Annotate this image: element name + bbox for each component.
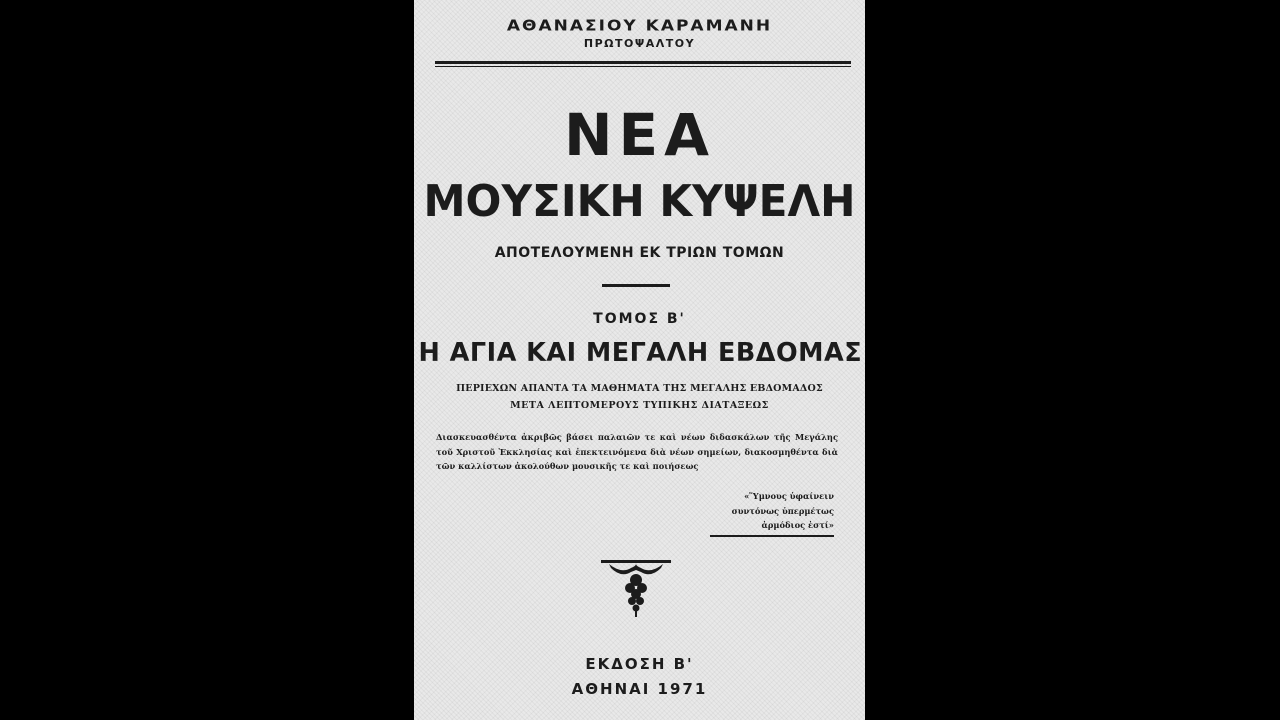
header-rule	[435, 61, 851, 64]
author-name: ΑΘΑΝΑΣΙΟΥ ΚΑΡΑΜΑΝΗ	[506, 17, 773, 35]
volume-label: ΤΟΜΟΣ Β'	[593, 311, 686, 327]
volume-subtitle-2: ΜΕΤΑ ΛΕΠΤΟΜΕΡΟΥΣ ΤΥΠΙΚΗΣ ΔΙΑΤΑΞΕΩΣ	[510, 400, 769, 411]
book-cover-page	[414, 0, 865, 720]
epigraph-quote: «Ὕμνους ὑφαίνειν συντόνως ὑπερμέτως ἀρμόδιος ἐστί»	[731, 491, 834, 530]
epigraph-rule	[710, 535, 834, 537]
volume-title: Η ΑΓΙΑ ΚΑΙ ΜΕΓΑΛΗ ΕΒΔΟΜΑΣ	[418, 338, 863, 368]
place-year: ΑΘΗΝΑΙ 1971	[571, 680, 708, 698]
title-line-1: ΝΕΑ	[563, 101, 716, 169]
volume-subtitle-1: ΠΕΡΙΕΧΩΝ ΑΠΑΝΤΑ ΤΑ ΜΑΘΗΜΑΤΑ ΤΗΣ ΜΕΓΑΛΗΣ ΕΒΔΟΜΑΔΟΣ	[456, 383, 823, 394]
title-divider	[602, 284, 670, 287]
edition-label: ΕΚΔΟΣΗ Β'	[585, 655, 694, 673]
author-rank: ΠΡΩΤΟΨΑΛΤΟΥ	[583, 37, 696, 50]
description-paragraph: Διασκευασθέντα ἀκριβῶς βάσει παλαιῶν τε καὶ νέων διδασκάλων τῆς Μεγάλης τοῦ Χριστοῦ Ἐκκλησίας καὶ ἐπεκτεινόμενα διὰ νέων σημείων, διακοσμηθέντα διὰ τῶν καλλίστων ἀκολούθων μουσικῆς τε καὶ ποιήσεως	[436, 432, 838, 471]
title-line-2: ΜΟΥΣΙΚΗ ΚΥΨΕΛΗ	[423, 176, 856, 227]
header-rule-thin	[435, 66, 851, 67]
series-subtitle: ΑΠΟΤΕΛΟΥΜΕΝΗ ΕΚ ΤΡΙΩΝ ΤΟΜΩΝ	[494, 245, 785, 261]
vine-ornament-icon	[601, 560, 671, 620]
